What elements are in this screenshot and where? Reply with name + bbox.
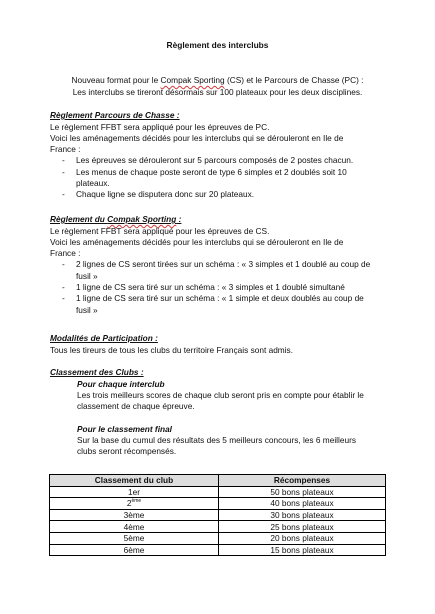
table-row: [50, 486, 386, 498]
reward-cell: 30 bons plateaux: [219, 509, 386, 521]
table-row: [50, 498, 386, 510]
table-header-row: [50, 475, 386, 487]
reward-cell: 40 bons plateaux: [219, 498, 386, 510]
list-item: - Chaque ligne se disputera donc sur 20 plateaux.: [62, 189, 255, 200]
cs-line: Le règlement FFBT sera appliqué pour les épreuves de CS.: [50, 225, 270, 236]
table-row: [50, 532, 386, 544]
list-item: - 1 ligne de CS sera tiré sur un schéma : « 1 simple et deux doublés au coup de fusil »: [62, 293, 364, 315]
column-header-classement: Classement du club: [50, 475, 219, 487]
section-compak-sporting: [50, 214, 395, 316]
pc-line: Voici les aménagements décidés pour les interclubs qui se dérouleront en Ile de: [50, 132, 344, 143]
list-item: - Les menus de chaque poste seront de type 6 simples et 2 doublés soit 10 plateaux.: [62, 166, 347, 188]
list-item: - 2 lignes de CS seront tirées sur un schéma : « 3 simples et 1 doublé au coup de fusil »: [62, 259, 371, 281]
column-header-recompenses: Récompenses: [219, 475, 386, 487]
cs-line: Voici les aménagements décidés pour les interclubs qui se dérouleront en Ile de: [50, 236, 344, 247]
rank-cell: 5ème: [50, 532, 219, 544]
cs-line: France :: [50, 248, 81, 259]
table-row: [50, 521, 386, 533]
rank-cell: 2ème: [50, 498, 219, 510]
brand-compak-sporting: Compak Sporting: [160, 75, 225, 85]
section-modalites: [50, 333, 395, 356]
document-title: Règlement des interclubs: [166, 40, 269, 50]
reward-cell: 50 bons plateaux: [219, 486, 386, 498]
rewards-table: [49, 474, 386, 556]
subheading-chaque-interclub: Pour chaque interclub: [77, 378, 165, 389]
list-item: - Les épreuves se dérouleront sur 5 parcours composés de 2 postes chacun.: [62, 155, 354, 166]
pc-line: Le règlement FFBT sera appliqué pour les épreuves de PC.: [50, 121, 270, 132]
table-row: [50, 509, 386, 521]
classement-text: classement de chaque épreuve.: [77, 401, 195, 412]
cs-bullet-list: [50, 259, 395, 315]
intro-line-1: Nouveau format pour le Compak Sporting (CS) et le Parcours de Chasse (PC) :: [71, 75, 364, 85]
classement-text: Sur la base du cumul des résultats des 5 meilleurs concours, les 6 meilleurs: [77, 434, 356, 445]
rank-cell: 1er: [50, 486, 219, 498]
section-title-pc: Règlement Parcours de Chasse :: [50, 110, 180, 120]
subheading-classement-final: Pour le classement final: [77, 423, 172, 434]
section-title-modalites: Modalités de Participation :: [50, 333, 158, 343]
intro-line-2: Les interclubs se tireront désormais sur 100 plateaux pour les deux disciplines.: [72, 86, 363, 97]
rank-cell: 6ème: [50, 544, 219, 556]
section-classement: [50, 367, 395, 458]
rank-cell: 4ème: [50, 521, 219, 533]
classement-text: Les trois meilleurs scores de chaque club seront pris en compte pour établir le: [77, 389, 364, 400]
section-parcours-de-chasse: [50, 110, 395, 201]
classement-text: clubs seront récompensés.: [77, 446, 177, 457]
section-title-classement: Classement des Clubs :: [50, 367, 144, 377]
rank-cell: 3ème: [50, 509, 219, 521]
pc-bullet-list: [50, 155, 395, 200]
reward-cell: 20 bons plateaux: [219, 532, 386, 544]
section-title-cs: Règlement du Compak Sporting :: [50, 214, 182, 224]
reward-cell: 25 bons plateaux: [219, 521, 386, 533]
list-item: - 1 ligne de CS sera tiré sur un schéma : « 3 simples et 1 doublé simultané: [62, 281, 345, 292]
reward-cell: 15 bons plateaux: [219, 544, 386, 556]
table-row: [50, 544, 386, 556]
modalites-text: Tous les tireurs de tous les clubs du territoire Français sont admis.: [50, 344, 294, 355]
intro-paragraph: [40, 75, 395, 98]
pc-line: France :: [50, 144, 81, 155]
